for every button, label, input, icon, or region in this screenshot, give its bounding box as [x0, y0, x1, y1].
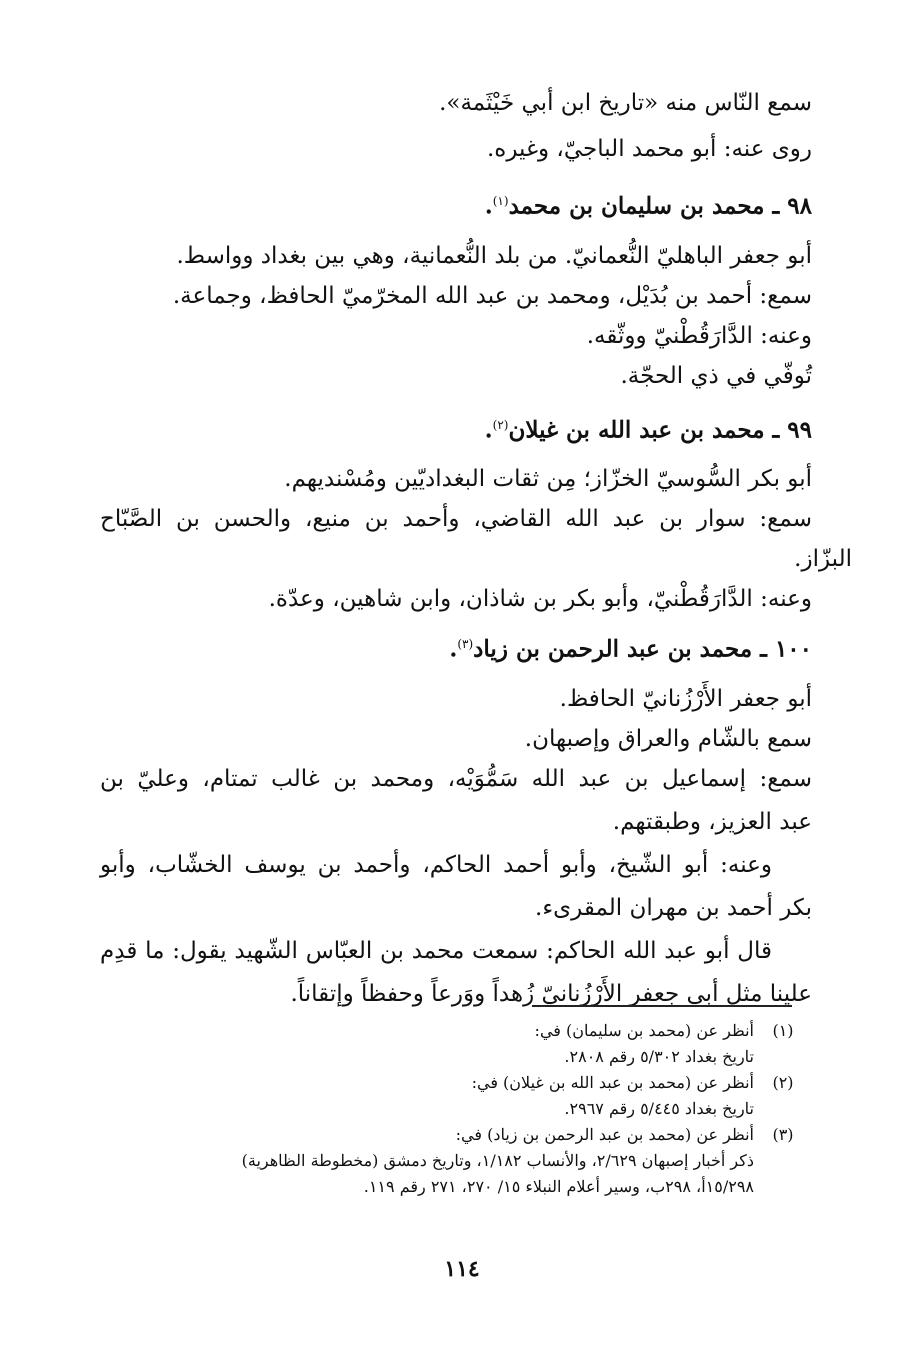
footnote-marker: (٢) [492, 417, 509, 432]
footnote-item [100, 1070, 812, 1122]
footnote-text [100, 1122, 754, 1200]
entry-line: تُوفّي في ذي الحجّة. [620, 362, 812, 389]
footnote-number: (١) [772, 1021, 794, 1040]
footnote-marker: (١) [492, 194, 509, 208]
footnote-line: أنظر عن (محمد بن سليمان) في: [534, 1021, 754, 1040]
entry-name: محمد بن عبد الرحمن بن زياد [473, 635, 753, 663]
entry-heading-99 [100, 400, 812, 456]
entry-line: علينا مثل أبي جعفر الأَرْزُنانيّ زُهداً ووَرعاً وحفظاً وإتقاناً. [290, 980, 812, 1007]
entry-line: سمع: إسماعيل بن عبد الله سَمُّوَيْه، ومحمد بن غالب تمتام، وعليّ بن [100, 765, 812, 792]
entry-line: أبو جعفر الأَرْزُنانيّ الحافظ. [559, 685, 812, 712]
footnotes [100, 1018, 812, 1200]
entry-line: وعنه: أبو الشّيخ، وأبو أحمد الحاكم، وأحمد بن يوسف الخشّاب، وأبو [100, 851, 772, 878]
entry-dash: ـ [752, 635, 775, 663]
entry-number: ١٠٠ [774, 635, 812, 663]
main-text [100, 80, 852, 1017]
entry-line: سمع بالشّام والعراق وإصبهان. [524, 725, 812, 752]
entry-line: البزّاز. [794, 546, 852, 573]
entry-number: ٩٩ [787, 416, 812, 444]
footnote-divider [532, 1005, 792, 1007]
footnote-line: ١٥/٢٩٨أ، ٢٩٨ب، وسير أعلام النبلاء ١٥/ ٢٧٠، ٢٧١ رقم ١١٩. [363, 1177, 754, 1196]
footnote-line: تاريخ بغداد ٥/٤٤٥ رقم ٢٩٦٧. [564, 1099, 754, 1118]
footnote-item [100, 1018, 812, 1070]
footnote-line: تاريخ بغداد ٥/٣٠٢ رقم ٢٨٠٨. [564, 1047, 754, 1066]
footnote-line: أنظر عن (محمد بن عبد الرحمن بن زياد) في: [455, 1125, 754, 1144]
entry-number: ٩٨ [787, 192, 812, 220]
page-number: ١١٤ [444, 1256, 480, 1282]
entry-line: سمع: سوار بن عبد الله القاضي، وأحمد بن منيع، والحسن بن الصَّبّاح [100, 506, 812, 533]
entry-period: . [484, 416, 493, 444]
entry-dash: ـ [764, 416, 788, 444]
entry-line: بكر أحمد بن مهران المقرىء. [535, 894, 812, 921]
footnote-text [100, 1070, 754, 1122]
entry-line: أبو بكر السُّوسيّ الخزّاز؛ مِن ثقات البغداديّين ومُسْنديهم. [284, 466, 812, 493]
entry-dash: ـ [764, 192, 788, 220]
entry-name: محمد بن عبد الله بن غيلان [508, 416, 765, 444]
entry-line: قال أبو عبد الله الحاكم: سمعت محمد بن العبّاس الشّهيد يقول: ما قدِم [100, 937, 772, 964]
footnote-number: (٣) [772, 1125, 794, 1144]
entry-line: أبو جعفر الباهليّ النُّعمانيّ. من بلد النُّعمانية، وهي بين بغداد وواسط. [176, 242, 812, 269]
entry-line: وعنه: الدَّارَقُطْنيّ، وأبو بكر بن شاذان، وابن شاهين، وعدّة. [268, 586, 812, 613]
footnote-line: أنظر عن (محمد بن عبد الله بن غيلان) في: [471, 1073, 754, 1092]
intro-line: سمع النّاس منه «تاريخ ابن أبي خَيْثَمة». [439, 90, 812, 116]
entry-heading-98 [100, 176, 812, 232]
entry-line: عبد العزيز، وطبقتهم. [612, 808, 812, 835]
footnote-text [100, 1018, 754, 1070]
entry-line: وعنه: الدَّارَقُطْنيّ ووثّقه. [586, 322, 812, 349]
intro-line: روى عنه: أبو محمد الباجيّ، وغيره. [486, 136, 812, 162]
entry-line: سمع: أحمد بن بُدَيْل، ومحمد بن عبد الله المخرّميّ الحافظ، وجماعة. [172, 282, 812, 309]
entry-period: . [484, 192, 493, 220]
footnote-marker: (٣) [457, 637, 474, 652]
footnote-number: (٢) [772, 1073, 794, 1092]
footnote-item [100, 1122, 812, 1200]
footnote-line: ذكر أخبار إصبهان ٢/٦٢٩، والأنساب ١/١٨٢، وتاريخ دمشق (مخطوطة الظاهرية) [241, 1151, 754, 1170]
entry-name: محمد بن سليمان بن محمد [508, 192, 765, 220]
entry-period: . [449, 635, 458, 663]
entry-heading-100 [100, 619, 812, 675]
